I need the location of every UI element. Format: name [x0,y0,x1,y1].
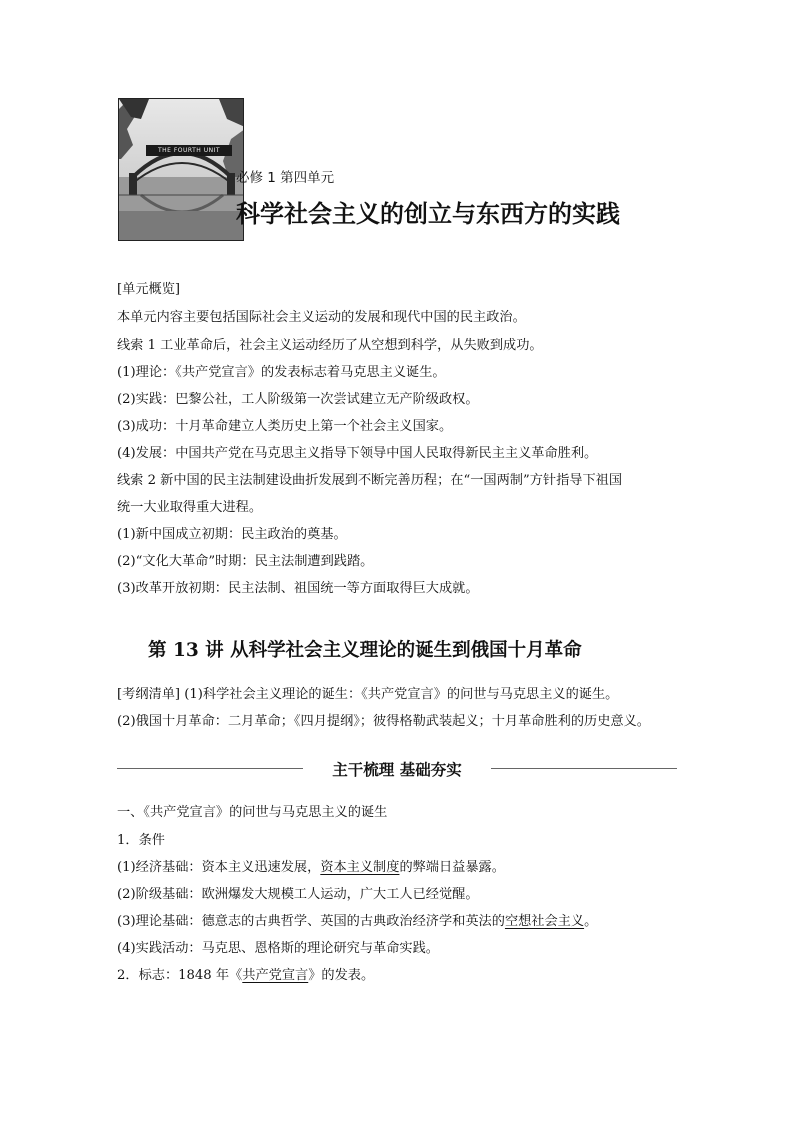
econ-underline: 资本主义制度 [320,860,400,875]
overview-intro: 本单元内容主要包括国际社会主义运动的发展和现代中国的民主政治。 [117,310,526,325]
divider-title: 主干梳理 基础夯实 [332,761,462,779]
theory-text: (3)理论基础：德意志的古典哲学、英国的古典政治经济学和英法的 [117,914,505,929]
syllabus-label: [考纲清单] [117,687,181,702]
clue-2-item-2: (2)“文化大革命”时期：民主法制遭到践踏。 [117,554,374,569]
sign-text-end: 》的发表。 [308,968,375,983]
sign-underline: 共产党宣言 [242,968,309,983]
sign-text: 2．标志：1848 年《 [117,968,243,983]
subheading-conditions: 1．条件 [117,833,165,848]
clue-1-item-3: (3)成功：十月革命建立人类历史上第一个社会主义国家。 [117,419,453,434]
unit-subtitle: 必修 1 第四单元 [236,170,335,186]
theory-text-end: 。 [584,914,598,929]
condition-theory [117,913,597,931]
clue-2-item-1: (1)新中国成立初期：民主政治的奠基。 [117,527,347,542]
unit-cover-image [118,98,244,241]
syllabus-item-1: (1)科学社会主义理论的诞生：《共产党宣言》的问世与马克思主义的诞生。 [180,687,619,702]
bridge-photo-illustration [119,99,244,241]
clue-2-line-1: 线索 2 新中国的民主法制建设曲折发展到不断完善历程；在“一国两制”方针指导下祖国 [117,473,623,488]
clue-1-item-1: (1)理论：《共产党宣言》的发表标志着马克思主义诞生。 [117,365,446,380]
clue-2-line-2: 统一大业取得重大进程。 [117,500,263,515]
clue-2-item-3: (3)改革开放初期：民主法制、祖国统一等方面取得巨大成就。 [117,581,479,596]
section-divider [117,756,677,782]
unit-title: 科学社会主义的创立与东西方的实践 [236,200,620,228]
cover-band-label: THE FOURTH UNIT [146,145,232,156]
clue-1: 线索 1 工业革命后，社会主义运动经历了从空想到科学，从失败到成功。 [117,338,543,353]
econ-text: (1)经济基础：资本主义迅速发展， [117,860,321,875]
clue-1-item-2: (2)实践：巴黎公社，工人阶级第一次尝试建立无产阶级政权。 [117,392,479,407]
syllabus-line-2: (2)俄国十月革命：二月革命；《四月提纲》；彼得格勒武装起义；十月革命胜利的历史意义。 [117,714,650,729]
condition-class: (2)阶级基础：欧洲爆发大规模工人运动，广大工人已经觉醒。 [117,887,479,902]
theory-underline: 空想社会主义 [504,914,585,929]
lecture-title: 第 13 讲 从科学社会主义理论的诞生到俄国十月革命 [148,640,582,661]
syllabus-line-1 [117,686,618,704]
condition-practice: (4)实践活动：马克思、恩格斯的理论研究与革命实践。 [117,941,439,956]
sign-line [117,967,374,985]
condition-economic [117,859,505,877]
clue-1-item-4: (4)发展：中国共产党在马克思主义指导下领导中国人民取得新民主主义革命胜利。 [117,446,598,461]
section-heading: 一、《共产党宣言》的问世与马克思主义的诞生 [117,805,388,820]
overview-heading: [单元概览] [117,282,181,297]
econ-text-end: 的弊端日益暴露。 [399,860,505,875]
